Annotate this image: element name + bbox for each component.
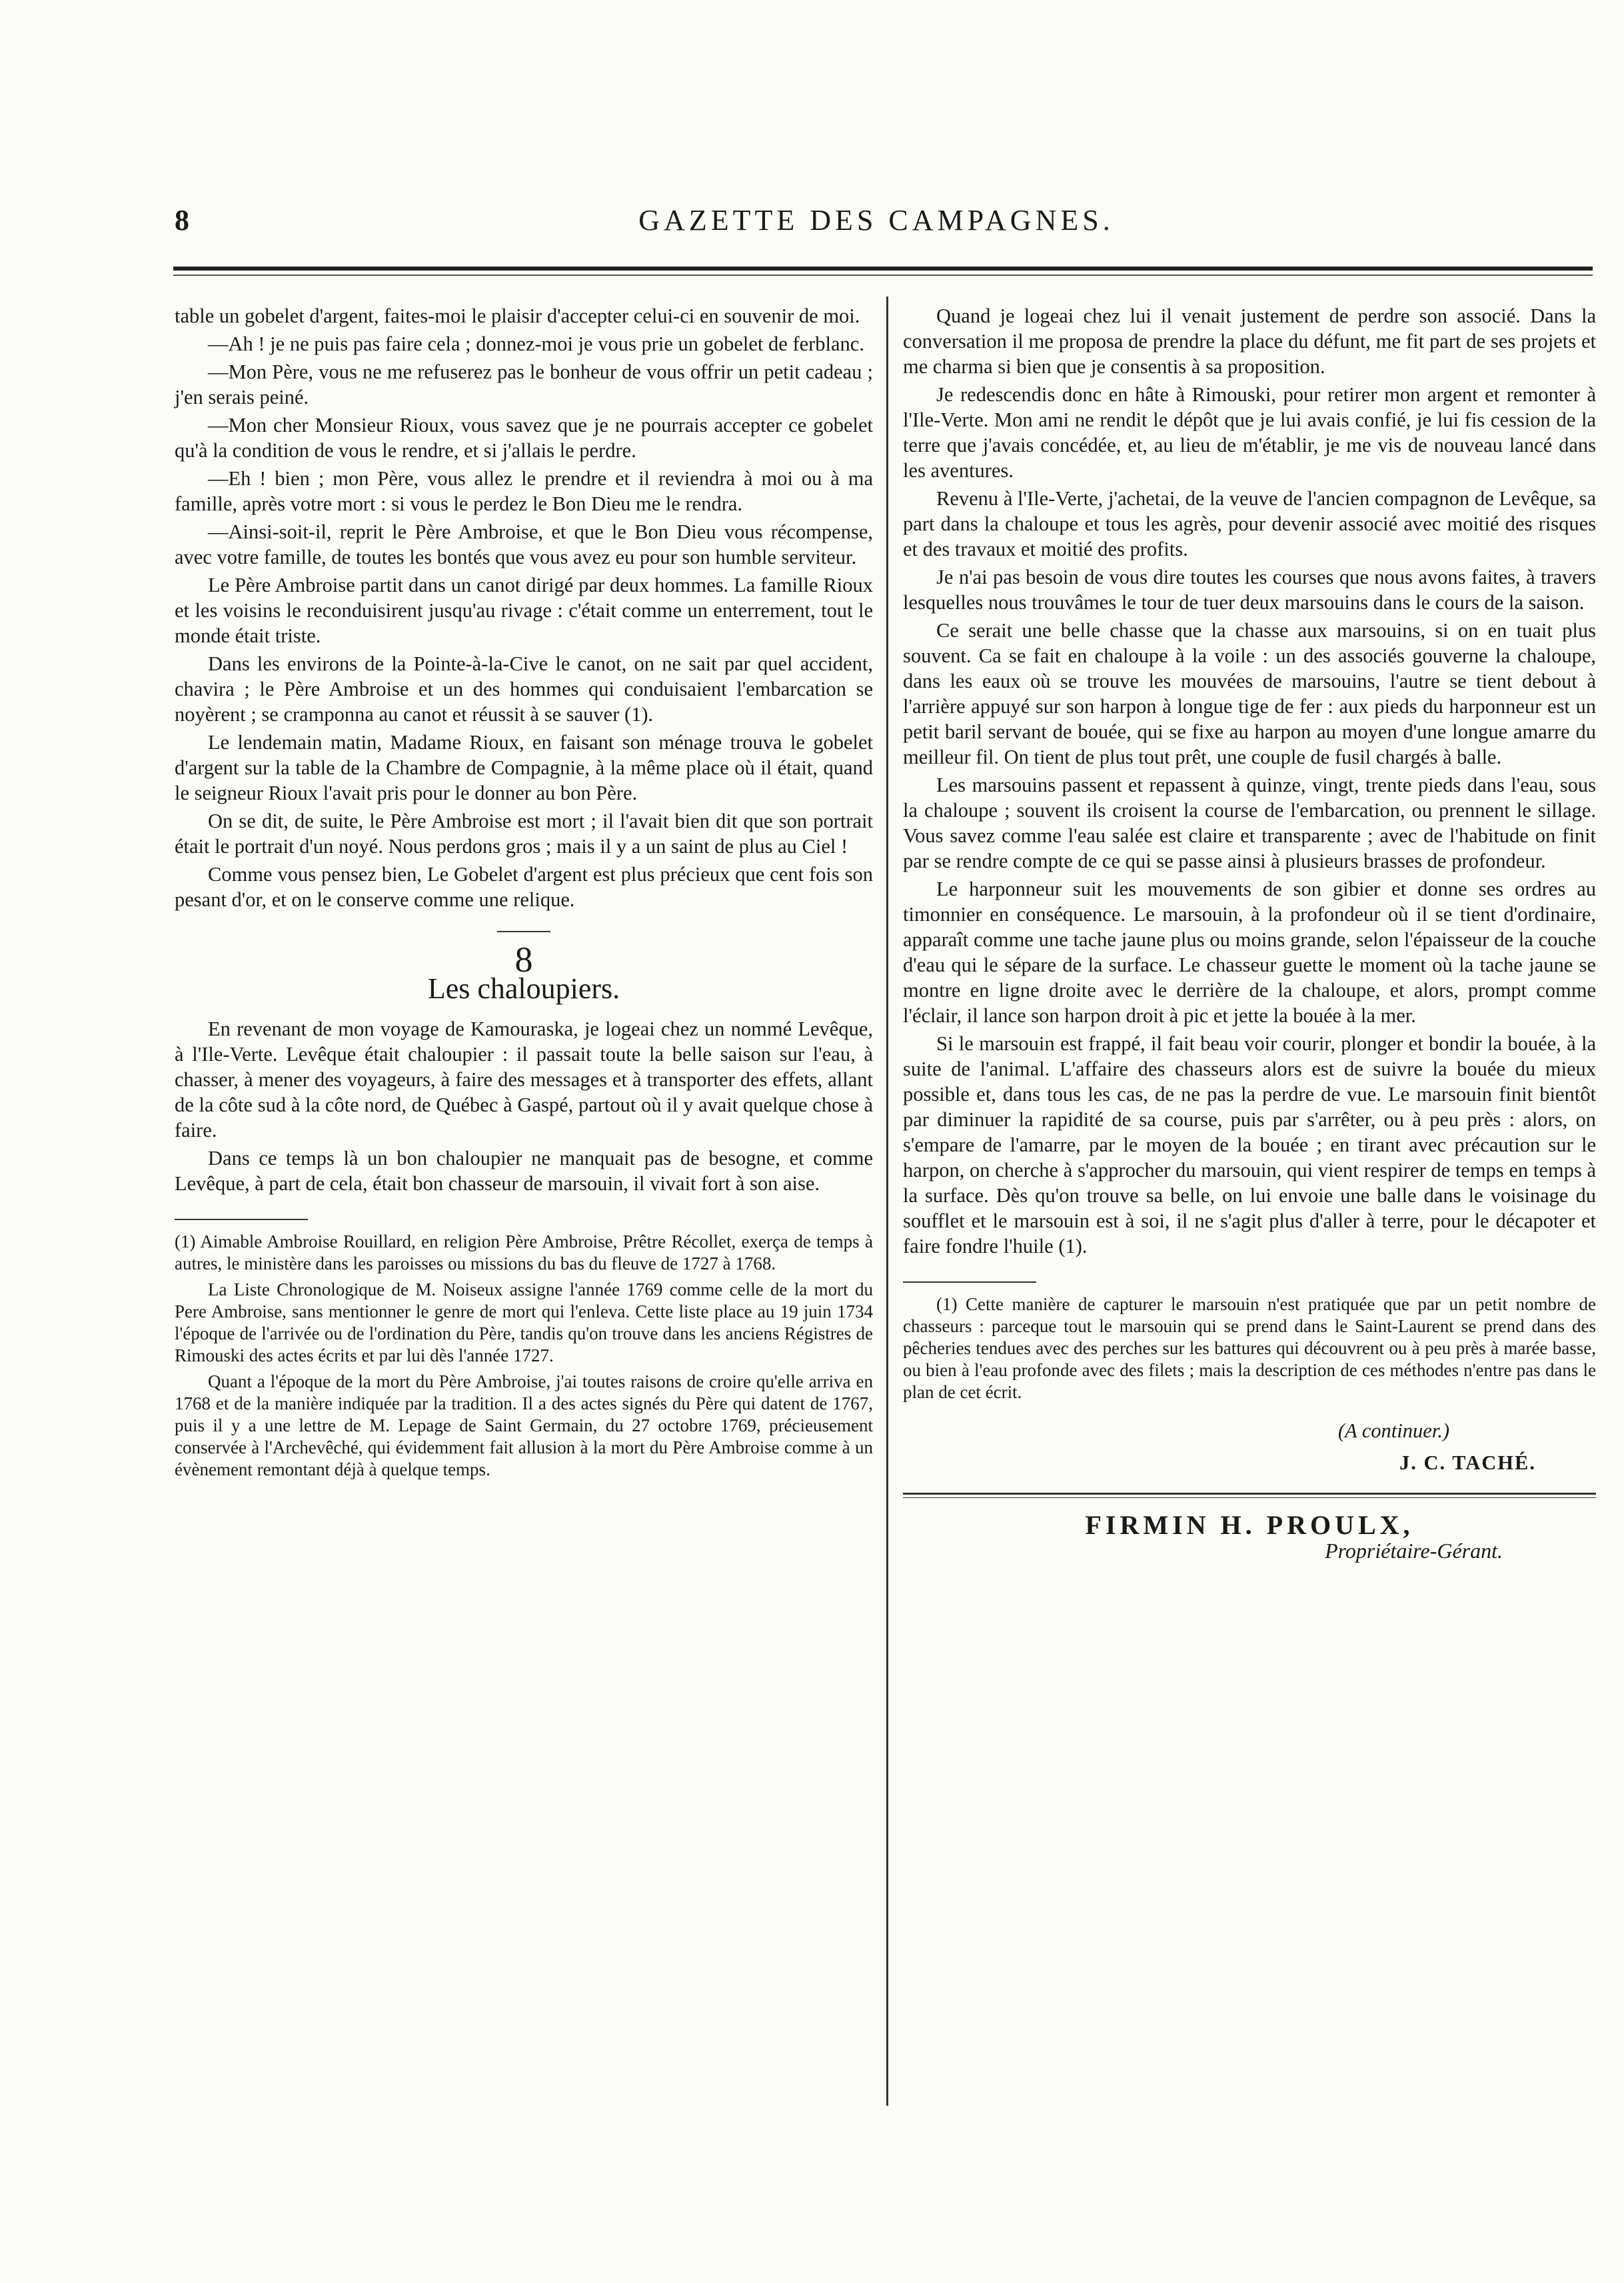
publisher-role: Propriétaire-Gérant.: [1325, 1539, 1503, 1563]
paragraph: Revenu à l'Ile-Verte, j'achetai, de la veuve de l'ancien compagnon de Levêque, sa part dans la chaloupe et tous les agrès, pour devenir associé avec moitié des risques et des travaux et moitié des profits.: [903, 487, 1596, 560]
running-title: GAZETTE DES CAMPAGNES.: [638, 204, 1114, 237]
section-title: Les chaloupiers.: [427, 972, 620, 1005]
paragraph: —Ah ! je ne puis pas faire cela ; donnez-moi je vous prie un gobelet de ferblanc.: [208, 333, 864, 355]
footnote: Quant a l'époque de la mort du Père Ambroise, j'ai toutes raisons de croire qu'elle arriva en 1768 et de la manière indiquée par la tradition. Il a des actes signés du Père qui datent de 1767, puis il y a une lettre de M. Lepage de Saint Germain, du 27 octobre 1769, précieusement conservée à l'Archevêché, qui évidemment fait allusion à la mort du Père Ambroise comme à un évènement remontant déjà à quelque temps.: [175, 1371, 873, 1479]
footnote-rule: [175, 1219, 308, 1220]
paragraph: On se dit, de suite, le Père Ambroise est mort ; il l'avait bien dit que son portrait était le portrait d'un noyé. Nous perdons gros ; mais il y a un saint de plus au Ciel !: [175, 810, 873, 858]
publisher-rule: [903, 1493, 1596, 1495]
paragraph: Dans ce temps là un bon chaloupier ne manquait pas de besogne, et comme Levêque, à part de cela, était bon chasseur de marsouin, il vivait fort à son aise.: [175, 1147, 873, 1195]
page-header: [167, 203, 1586, 243]
paragraph: Ce serait une belle chasse que la chasse aux marsouins, si on en tuait plus souvent. Ca se fait en chaloupe à la voile : un des associés gouverne la chaloupe, dans les eaux où se trouve les mouvées de marsouins, l'autre se tient debout à l'arrière appuyé sur son harpon à longue tige de fer : aux pieds du harponneur est un petit baril servant de bouée, qui se fixe au harpon au moyen d'une longue amarre du meilleur fil. On tient de plus tout prêt, une couple de fusil chargés à balle.: [903, 619, 1596, 768]
paragraph: Le Père Ambroise partit dans un canot dirigé par deux hommes. La famille Rioux et les voisins le reconduisirent jusqu'au rivage : c'était comme un enterrement, tout le monde était triste.: [175, 574, 873, 647]
section-number: 8: [514, 940, 533, 980]
footnote: (1) Cette manière de capturer le marsouin n'est pratiquée que par un petit nombre de chasseurs : parceque tout le marsouin qui se prend dans le Saint-Laurent se prend dans des pêcheries tendues avec des perches sur les battures qui découvrent ou à peu près à marée basse, ou bien à l'eau profonde avec des filets ; mais la description de ces méthodes n'entre pas dans le plan de cet écrit.: [903, 1294, 1596, 1402]
paragraph: table un gobelet d'argent, faites-moi le plaisir d'accepter celui-ci en souvenir de moi.: [175, 305, 860, 327]
header-rule-thin: [173, 275, 1593, 276]
column-divider: [886, 297, 888, 2106]
paragraph: Le lendemain matin, Madame Rioux, en faisant son ménage trouva le gobelet d'argent sur la table de la Chambre de Compagnie, à la même place où il était, quand le seigneur Rioux l'avait pris pour le donner au bon Père.: [175, 731, 873, 804]
left-column: [175, 303, 873, 1485]
paragraph: —Mon cher Monsieur Rioux, vous savez que je ne pourrais accepter ce gobelet qu'à la condition de vous le rendre, et si j'allais le perdre.: [175, 414, 873, 462]
footnote: (1) Aimable Ambroise Rouillard, en religion Père Ambroise, Prêtre Récollet, exerça de temps à autres, le ministère dans les paroisses ou missions du bas du fleuve de 1727 à 1768.: [175, 1231, 873, 1273]
publisher-rule-thin: [903, 1497, 1596, 1498]
author-signature: J. C. TACHÉ.: [1399, 1451, 1536, 1474]
publisher-name: FIRMIN H. PROULX,: [1085, 1510, 1414, 1540]
footnotes: [903, 1293, 1596, 1403]
paragraph: En revenant de mon voyage de Kamouraska, je logeai chez un nommé Levêque, à l'Ile-Verte. Levêque était chaloupier : il passait toute la belle saison sur l'eau, à chasser, à mener des voyageurs, à faire des messages et à transporter des effets, allant de la côte sud à la côte nord, de Québec à Gaspé, partout où il y avait quelque chose à faire.: [175, 1018, 873, 1142]
paragraph: Comme vous pensez bien, Le Gobelet d'argent est plus précieux que cent fois son pesant d'or, et on le conserve comme une relique.: [175, 863, 873, 911]
paragraph: —Eh ! bien ; mon Père, vous allez le prendre et il reviendra à moi ou à ma famille, après votre mort : si vous le perdez le Bon Dieu me le rendra.: [175, 467, 873, 515]
footnote: La Liste Chronologique de M. Noiseux assigne l'année 1769 comme celle de la mort du Pere Ambroise, sans mentionner le genre de mort qui l'enleva. Cette liste place au 19 juin 1734 l'époque de l'arrivée ou de l'ordination du Père, tandis qu'on trouve dans les anciens Régistres de Rimouski des actes écrits et par lui dès l'année 1727.: [175, 1279, 873, 1365]
paragraph: Les marsouins passent et repassent à quinze, vingt, trente pieds dans l'eau, sous la chaloupe ; souvent ils croisent la course de l'embarcation, ou prennent le sillage. Vous savez comme l'eau salée est claire et transparente ; avec de l'habitude on finit par se rendre compte de ce qui se passe ainsi à plusieurs brasses de profondeur.: [903, 774, 1596, 872]
paragraph: Le harponneur suit les mouvements de son gibier et donne ses ordres au timonnier en conséquence. Le marsouin, à la profondeur où il se tient d'ordinaire, apparaît comme une tache jaune plus ou moins grande, selon l'épaisseur de la couche d'eau qui le sépare de la surface. Le chasseur guette le moment où la tache jaune se montre en ligne droite avec le derrière de la chaloupe, et alors, prompt comme l'éclair, il lance son harpon droit à pic et jette la bouée à la mer.: [903, 878, 1596, 1027]
paragraph: Quand je logeai chez lui il venait justement de perdre son associé. Dans la conversation il me proposa de prendre la place du défunt, me fit part de ses projets et me charma si bien que je consentis à sa proposition.: [903, 305, 1596, 378]
footnote-rule: [903, 1281, 1036, 1283]
right-column: [903, 303, 1596, 1563]
continuation-note: (A continuer.): [1337, 1419, 1449, 1442]
paragraph: Je redescendis donc en hâte à Rimouski, pour retirer mon argent et remonter à l'Ile-Verte. Mon ami ne rendit le dépôt que je lui avais confié, je lui fis cession de la terre que j'avais concédée, et, au lieu de m'établir, je me vis de nouveau lancé dans les aventures.: [903, 383, 1596, 482]
footnotes: [175, 1231, 873, 1481]
section-separator: [497, 931, 550, 932]
paragraph: —Mon Père, vous ne me refuserez pas le bonheur de vous offrir un petit cadeau ; j'en serais peiné.: [175, 361, 873, 408]
paragraph: Je n'ai pas besoin de vous dire toutes les courses que nous avons faites, à travers lesquelles nous trouvâmes le tour de tuer deux marsouins dans le cours de la saison.: [903, 566, 1596, 614]
paragraph: Dans les environs de la Pointe-à-la-Cive le canot, on ne sait par quel accident, chavira ; le Père Ambroise et un des hommes qui conduisaient l'embarcation se noyèrent ; se cramponna au canot et réussit à se sauver (1).: [175, 652, 873, 726]
header-rule: [173, 267, 1593, 271]
paragraph: Si le marsouin est frappé, il fait beau voir courir, plonger et bondir la bouée, à la suite de l'animal. L'affaire des chasseurs alors est de suivre la bouée du mieux possible et, dans tous les cas, de ne pas la perdre de vue. Le marsouin finit bientôt par diminuer la rapidité de sa course, puis par s'arrêter, ou à peu près : alors, on s'empare de l'amarre, par le moyen de la bouée ; en tirant avec précaution sur le harpon, on cherche à s'approcher du marsouin, qui vient respirer de temps en temps à la surface. Dès qu'on trouve sa belle, on lui envoie une balle dans le voisinage du soufflet et le marsouin est à soi, il ne s'agit plus d'aller à terre, pour le décapoter et faire fondre l'huile (1).: [903, 1032, 1596, 1257]
paragraph: —Ainsi-soit-il, reprit le Père Ambroise, et que le Bon Dieu vous récompense, avec votre famille, de toutes les bontés que vous avez eu pour son humble serviteur.: [175, 520, 873, 568]
page-number: 8: [175, 204, 189, 237]
